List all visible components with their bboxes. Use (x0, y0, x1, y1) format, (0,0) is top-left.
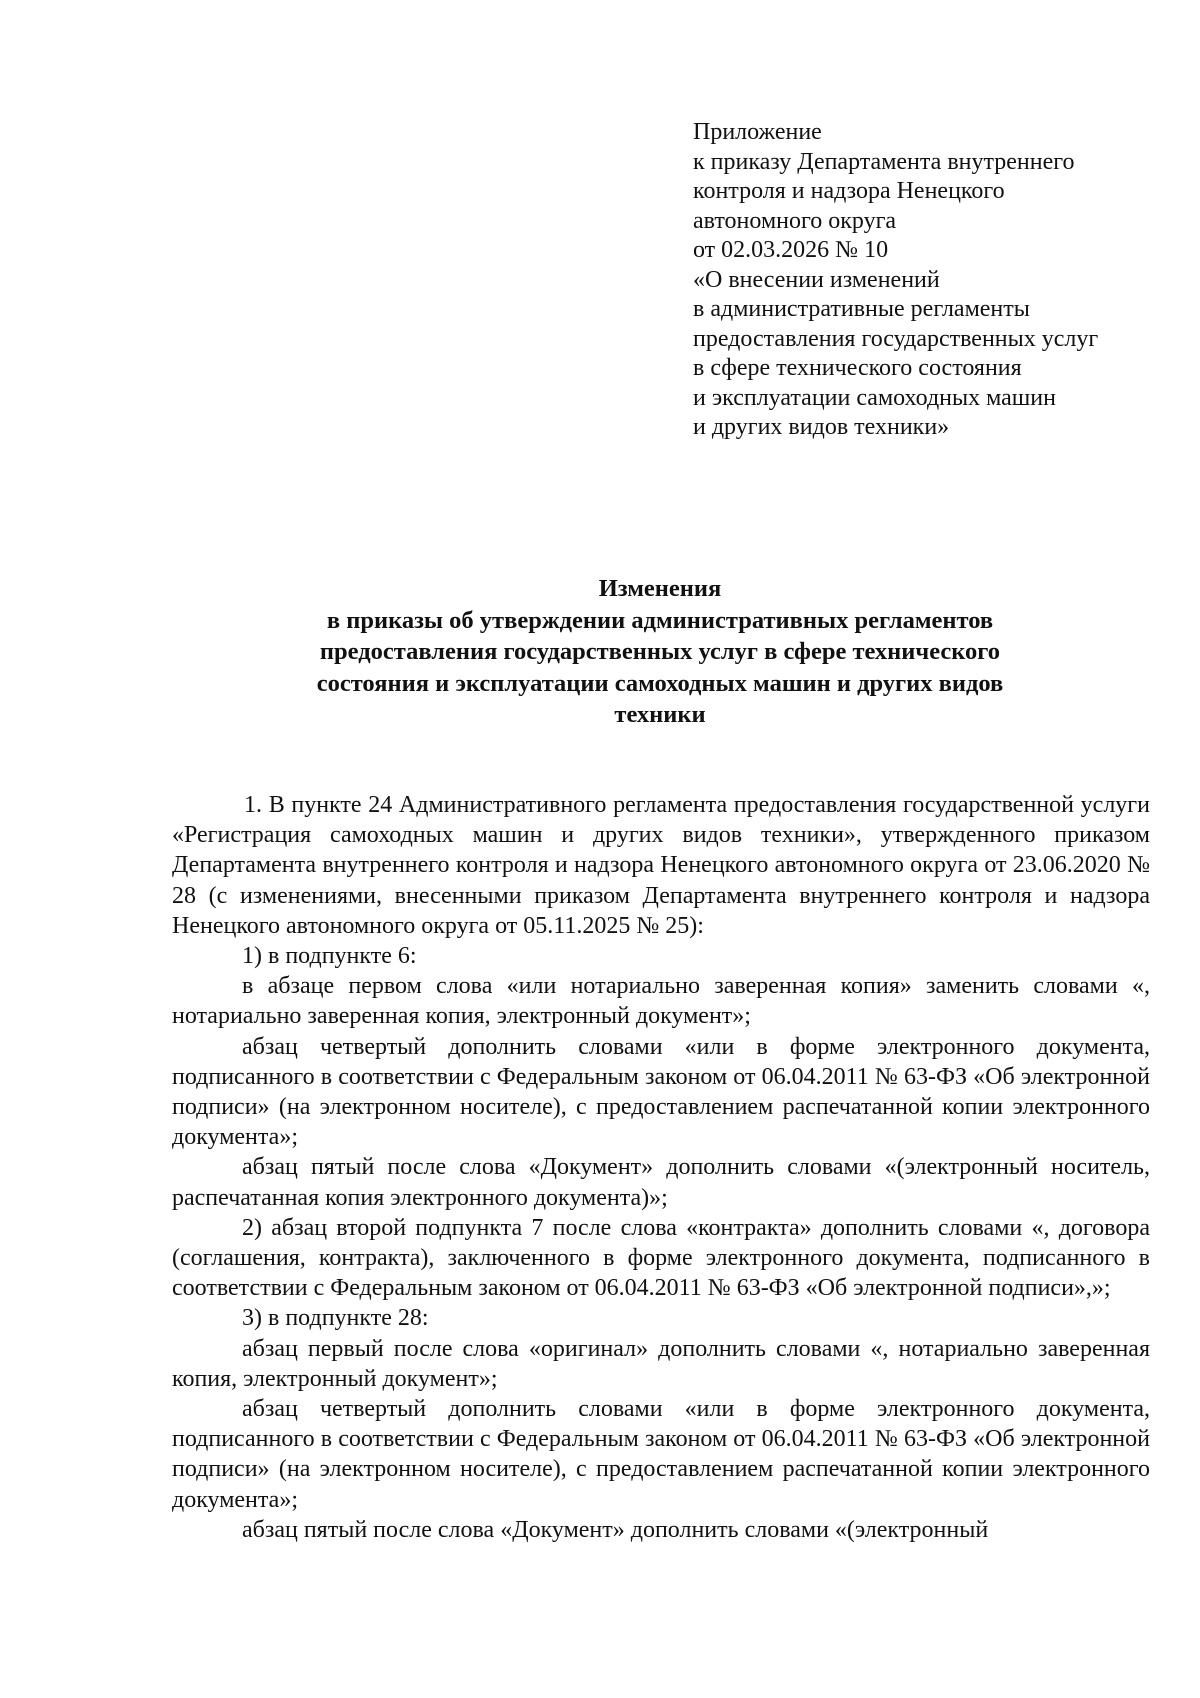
paragraph-subitem-1: 1) в подпункте 6: (242, 943, 417, 970)
paragraph: абзац пятый после слова «Документ» дополнить словами «(электронный носитель, распечатанная копия электронного документа)»; (172, 1154, 1150, 1211)
paragraph: абзац четвертый дополнить словами «или в форме электронного документа, подписанного в соответствии с Федеральным законом от 06.04.2011 № 63-ФЗ «Об электронной подписи» (на электронном носителе), с предоставлением распечатанной копии электронного документа»; (172, 1033, 1150, 1151)
appendix-line: в административные регламенты (693, 296, 1030, 322)
appendix-line: в сфере технического состояния (693, 355, 1022, 381)
document-body (172, 790, 1150, 1545)
paragraph-subitem-3: 3) в подпункте 28: (242, 1305, 429, 1332)
appendix-line: от 02.03.2026 № 10 (693, 237, 889, 263)
appendix-header (693, 118, 1153, 443)
paragraph-subitem-2: 2) абзац второй подпункта 7 после слова «контракта» дополнить словами «, договора (соглашения, контракта), заключенного в форме электронного документа, подписанного в соответствии с Федеральным законом от 06.04.2011 № 63-ФЗ «Об электронной подписи»,»; (172, 1214, 1150, 1302)
paragraph-continued: абзац пятый после слова «Документ» дополнить словами «(электронный (242, 1516, 989, 1543)
appendix-line: Приложение (693, 119, 822, 145)
title-line: состояния и эксплуатации самоходных машин и других видов (316, 669, 1004, 697)
paragraph: в абзаце первом слова «или нотариально заверенная копия» заменить словами «, нотариально заверенная копия, электронный документ»; (172, 973, 1150, 1030)
paragraph: абзац первый после слова «оригинал» дополнить словами «, нотариально заверенная копия, электронный документ»; (172, 1335, 1150, 1392)
title-line: предоставления государственных услуг в сфере технического (319, 638, 1001, 665)
paragraph-1: 1. В пункте 24 Административного регламента предоставления государственной услуги «Регистрация самоходных машин и других видов техники», утвержденного приказом Департамента внутреннего контроля и надзора Ненецкого автономного округа от 23.06.2020 № 28 (с изменениями, внесенными приказом Департамента внутреннего контроля и надзора Ненецкого автономного округа от 05.11.2025 № 25): (172, 792, 1150, 939)
appendix-line: автономного округа (693, 207, 897, 234)
title-line: Изменения (598, 575, 722, 602)
document-title (200, 573, 1120, 731)
appendix-line: предоставления государственных услуг (693, 325, 1099, 352)
appendix-line: и других видов техники» (693, 414, 950, 440)
title-line: в приказы об утверждении административных регламентов (326, 606, 994, 634)
paragraph: абзац четвертый дополнить словами «или в форме электронного документа, подписанного в соответствии с Федеральным законом от 06.04.2011 № 63-ФЗ «Об электронной подписи» (на электронном носителе), с предоставлением распечатанной копии электронного документа»; (172, 1396, 1150, 1513)
appendix-line: к приказу Департамента внутреннего (693, 148, 1075, 175)
appendix-line: «О внесении изменений (693, 266, 940, 293)
title-line: техники (614, 701, 706, 728)
appendix-line: и эксплуатации самоходных машин (693, 384, 1056, 411)
appendix-line: контроля и надзора Ненецкого (693, 178, 1005, 204)
